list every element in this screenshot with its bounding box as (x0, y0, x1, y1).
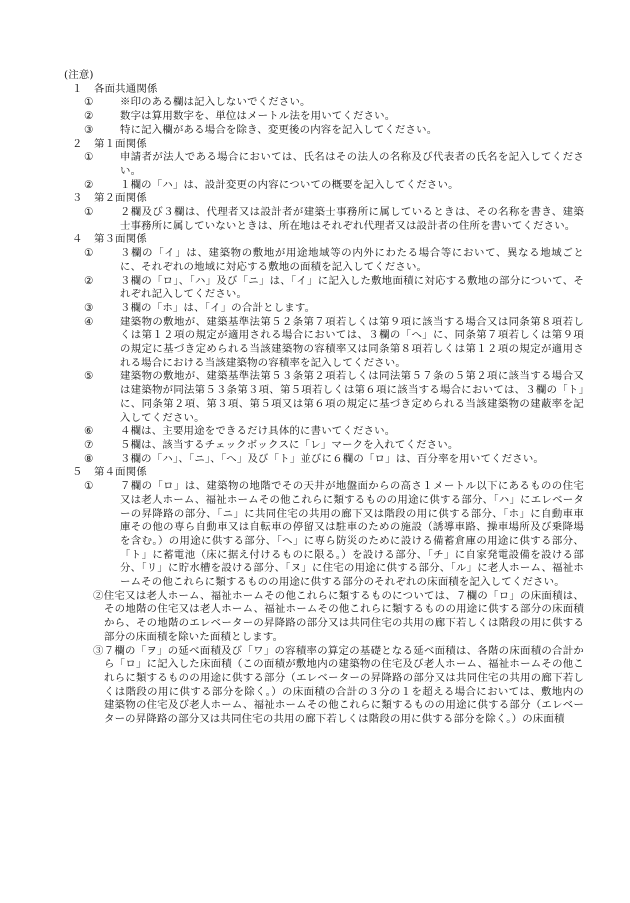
note-item (64, 439, 584, 453)
item-text: ３欄の「イ」は、建築物の敷地が用途地域等の内外にわたる場合等において、異なる地域ごとに、それぞれの地域に対応する敷地の面積を記入してください。 (120, 247, 584, 273)
section-title-text: 第１面関係 (94, 137, 147, 150)
item-text: １欄の「ハ」は、設計変更の内容についての概要を記入してください。 (120, 178, 459, 191)
section-number: ２ (72, 137, 83, 150)
note-item (64, 96, 584, 110)
item-number: ① (84, 480, 94, 493)
note-item (64, 151, 584, 178)
note-item (64, 645, 584, 727)
item-text: ５欄は、該当するチェックボックスに「レ」マークを入れてください。 (120, 438, 459, 451)
section-title (64, 466, 584, 480)
item-number: ① (84, 206, 94, 219)
notes-document (64, 69, 584, 727)
section (64, 83, 584, 138)
item-number: ③ (84, 301, 94, 314)
item-text: ３欄の「ホ」は、「イ」の合計とします。 (120, 301, 316, 314)
notes-heading: (注意) (64, 69, 94, 81)
section-number: ４ (72, 233, 83, 246)
item-number: ① (84, 247, 94, 260)
section-title-text: 第２面関係 (94, 192, 147, 205)
section-title (64, 192, 584, 206)
note-item (64, 110, 584, 124)
note-item (64, 316, 584, 371)
section (64, 138, 584, 193)
item-number: ③ (93, 644, 104, 657)
section-number: １ (72, 82, 83, 95)
item-text: ３欄の「ロ」、「ハ」及び「ニ」は、「イ」に記入した敷地面積に対応する敷地の部分について、それぞれ記入してください。 (120, 274, 584, 301)
item-text: ４欄は、主要用途をできるだけ具体的に書いてください。 (120, 425, 396, 438)
item-text: 建築物の敷地が、建築基準法第５２条第７項若しくは第９項に該当する場合又は同条第８項若しくは第１２項の規定が適用される場合においては、３欄の「へ」に、同条第７項若しくは第９項の規定に基づき定められる当該建築物の容積率又は同条第８項若しくは第１２項の規定が適用される場合における当該建築物の容積率を記入してください。 (120, 315, 584, 369)
section (64, 192, 584, 233)
item-text: ７欄の「ヲ」の延べ面積及び「ワ」の容積率の算定の基礎となる延べ面積は、各階の床面積の合計から「ロ」に記入した床面積（この面積が敷地内の建築物の住宅及び老人ホーム、福祉ホームその他これらに類するものの用途に供する部分（エレベーターの昇降路の部分又は共同住宅の共用の廊下若しくは階段の用に供する部分を除く。）の床面積の合計の３分の１を超える場合においては、敷地内の建築物の住宅及び老人ホーム、福祉ホームその他これらに類するものの用途に供する部分（エレベーターの昇降路の部分又は共同住宅の共用の廊下若しくは階段の用に供する部分を除く。）の床面積 (103, 644, 585, 726)
item-text: 特に記入欄がある場合を除き、変更後の内容を記入してください。 (120, 123, 438, 136)
note-item (64, 124, 584, 138)
note-item (64, 206, 584, 233)
section-number: ５ (72, 466, 83, 479)
note-item (64, 425, 584, 439)
item-number: ② (84, 110, 94, 123)
item-number: ④ (84, 315, 94, 328)
item-number: ① (84, 96, 94, 109)
note-item (64, 453, 584, 467)
section-number: ３ (72, 192, 83, 205)
item-text: ３欄の「ハ」、「ニ」、「へ」及び「ト」並びに６欄の「ロ」は、百分率を用いてください。 (120, 452, 545, 465)
item-number: ② (84, 274, 94, 287)
note-item (64, 370, 584, 425)
note-item (64, 590, 584, 645)
item-number: ⑦ (84, 438, 94, 451)
item-text: 申請者が法人である場合においては、氏名はその法人の名称及び代表者の氏名を記入してください。 (120, 151, 584, 177)
item-text: ※印のある欄は記入しないでください。 (120, 96, 311, 109)
section-title-text: 第４面関係 (94, 466, 147, 479)
item-text: ２欄及び３欄は、代理者又は設計者が建築士事務所に属しているときは、その名称を書き、建築士事務所に属していないときは、所在地はそれぞれ代理者又は設計者の住所を書いてください。 (120, 206, 584, 232)
section-title (64, 83, 584, 97)
section-title-text: 各面共通関係 (94, 82, 158, 95)
section-title (64, 138, 584, 152)
item-number: ③ (84, 123, 94, 136)
item-number: ⑧ (84, 452, 94, 465)
section-title-text: 第３面関係 (94, 233, 147, 246)
item-number: ① (84, 151, 94, 164)
note-item (64, 480, 584, 590)
section (64, 233, 584, 466)
note-item (64, 179, 584, 193)
note-item (64, 247, 584, 274)
item-number: ⑥ (84, 425, 94, 438)
item-text: 住宅又は老人ホーム、福祉ホームその他これらに類するものについては、７欄の「ロ」の床面積は、その地階の住宅又は老人ホーム、福祉ホームその他これらに類するものの用途に供する部分の床面積から、その地階のエレベーターの昇降路の部分又は共同住宅の共用の廊下若しくは階段の用に供する部分の床面積を除いた面積とします。 (103, 589, 585, 643)
section-title (64, 233, 584, 247)
item-number: ⑤ (84, 370, 94, 383)
item-text: 建築物の敷地が、建築基準法第５３条第２項若しくは同法第５７条の５第２項に該当する場合又は建築物が同法第５３条第３項、第５項若しくは第６項に該当する場合においては、３欄の「ト」に、同条第２項、第３項、第５項又は第６項の規定に基づき定められる当該建築物の建蔽率を記入してください。 (120, 370, 584, 424)
item-number: ② (84, 178, 94, 191)
section (64, 466, 584, 726)
sections-container (64, 83, 584, 727)
note-item (64, 275, 584, 302)
item-text: 数字は算用数字を、単位はメートル法を用いてください。 (120, 110, 396, 123)
item-number: ② (93, 589, 104, 602)
item-text: ７欄の「ロ」は、建築物の地階でその天井が地盤面からの高さ１メートル以下にあるものの住宅又は老人ホーム、福祉ホームその他これらに類するものの用途に供する部分、「ハ」にエレベーターの昇降路の部分、「ニ」に共同住宅の共用の廊下又は階段の用に供する部分、「ホ」に自動車車庫その他の専ら自動車又は自転車の停留又は駐車のための施設（誘導車路、操車場所及び乗降場を含む。）の用途に供する部分、「へ」に専ら防災のために設ける備蓄倉庫の用途に供する部分、「ト」に蓄電池（床に据え付けるものに限る。）を設ける部分、「チ」に自家発電設備を設ける部分、「リ」に貯水槽を設ける部分、「ヌ」に住宅の用途に供する部分、「ル」に老人ホーム、福祉ホームその他これらに類するものの用途に供する部分のそれぞれの床面積を記入してください。 (120, 480, 584, 589)
note-item (64, 302, 584, 316)
